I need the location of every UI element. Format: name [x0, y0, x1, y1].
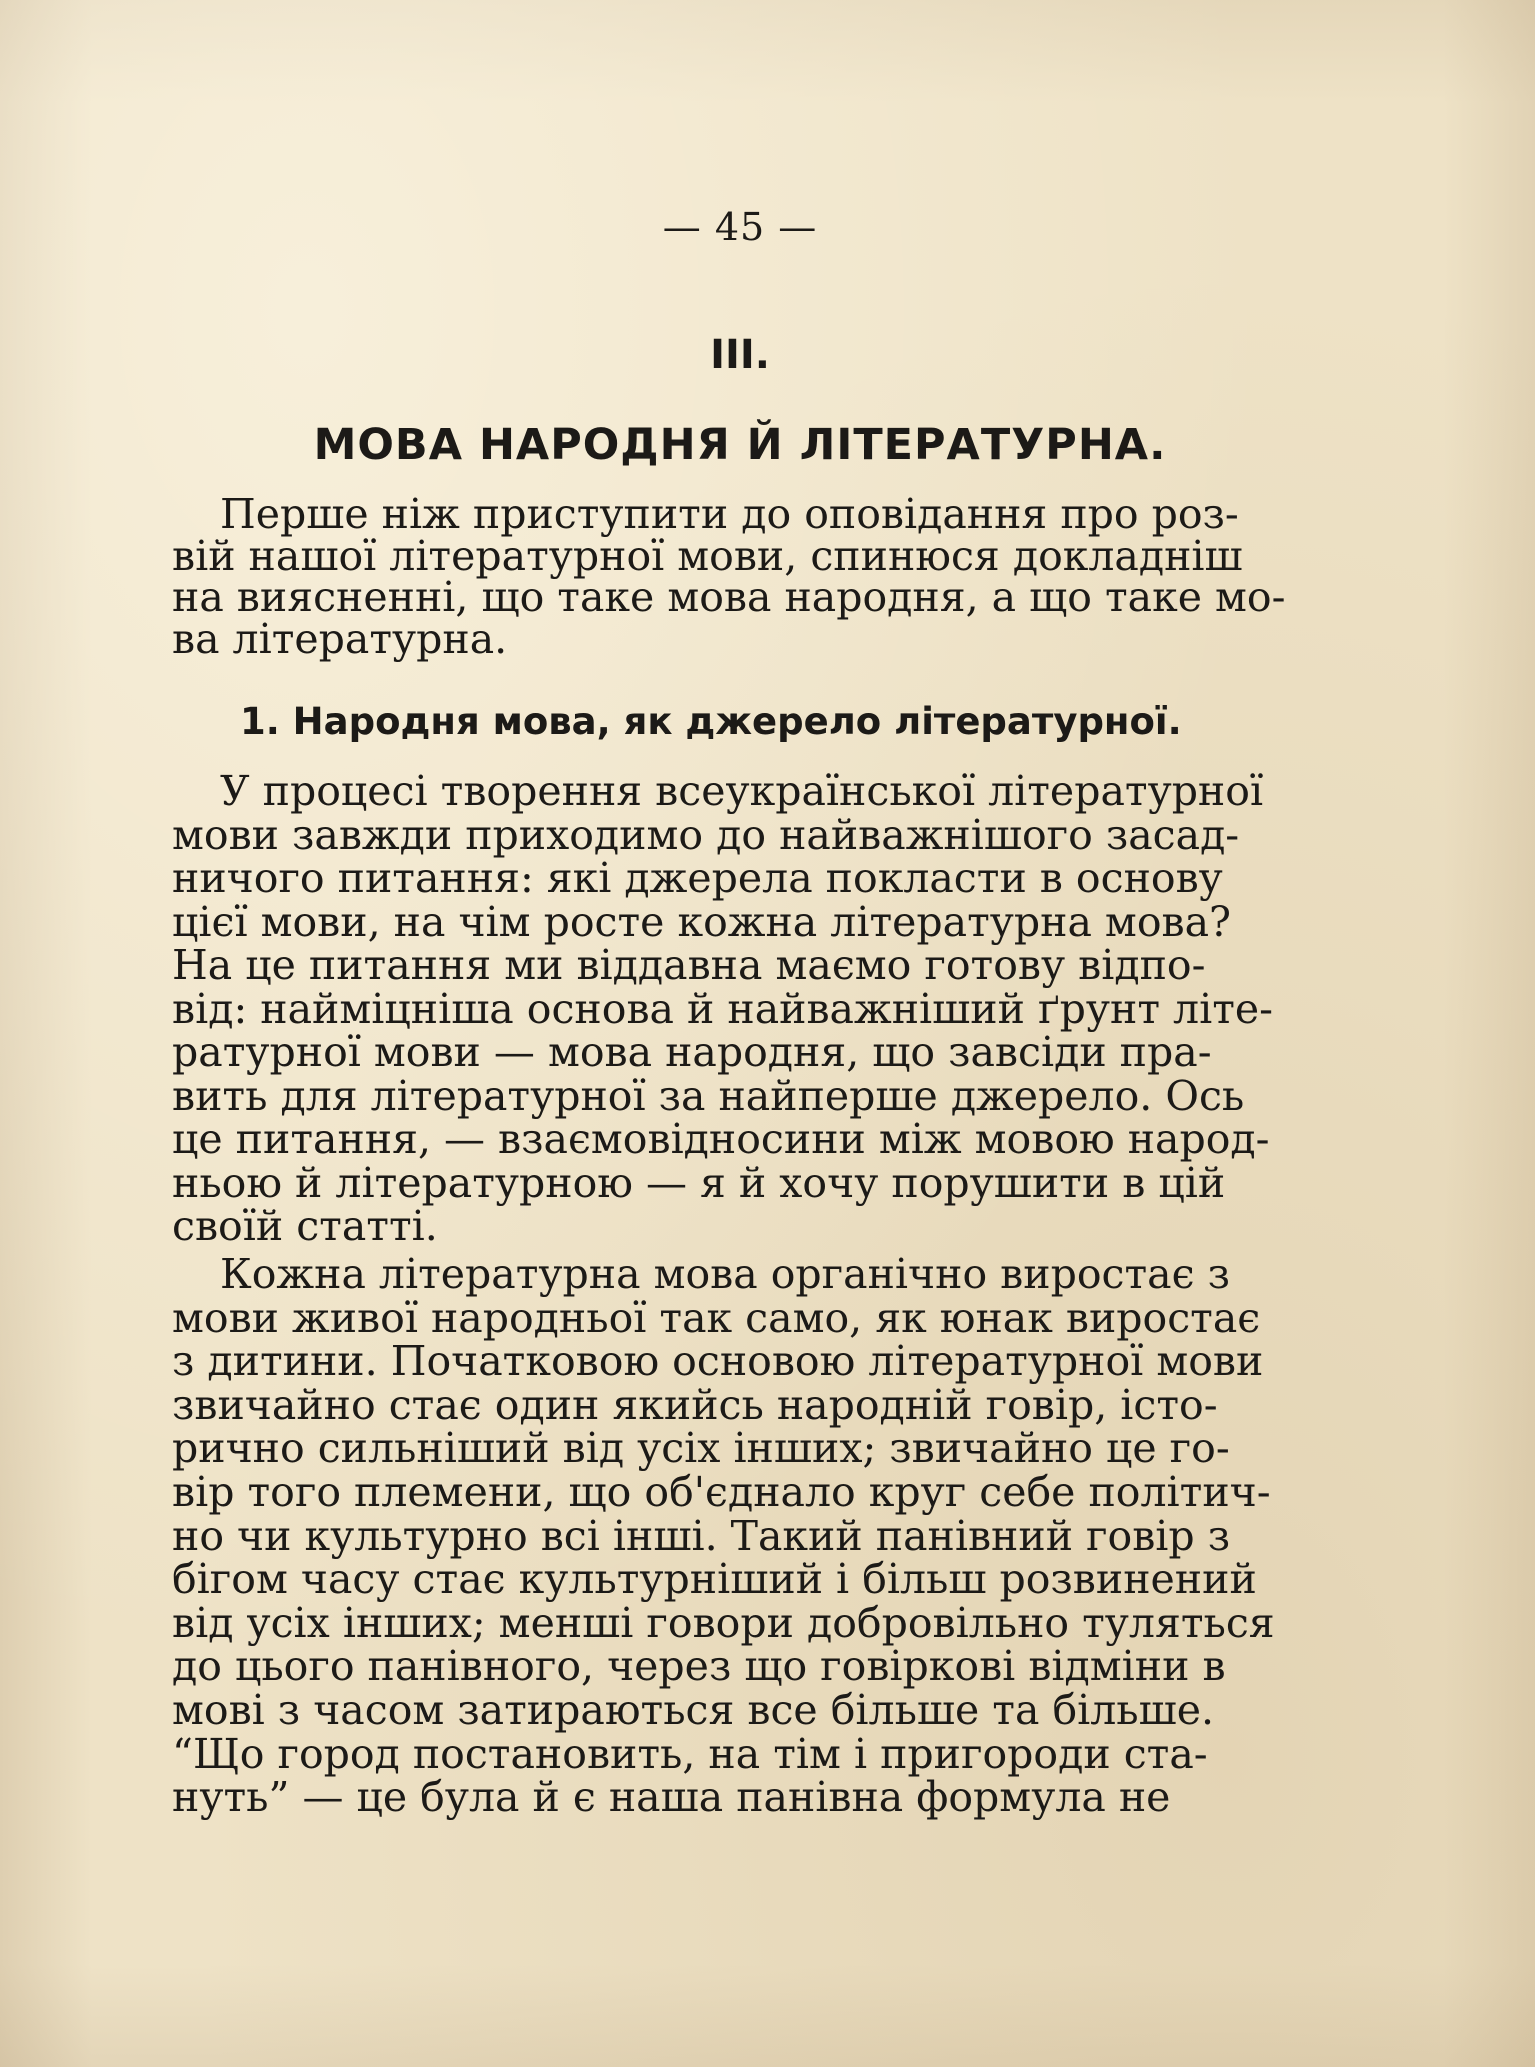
text-line: бігом часу стає культурніший і більш розвинений — [172, 1555, 1257, 1604]
intro-paragraph — [172, 490, 1352, 663]
text-line: цієї мови, на чім росте кожна літературна мова? — [172, 897, 1232, 946]
text-line: ва літературна. — [172, 614, 508, 663]
text-line: мови завжди приходимо до найважнішого засад- — [172, 810, 1240, 859]
text-line: звичайно стає один якийсь народній говір, істо- — [172, 1380, 1218, 1429]
body-paragraph-1 — [172, 767, 1352, 1250]
text-line: вір того племени, що об'єднало круг себе політич- — [172, 1467, 1271, 1516]
body-paragraph-2 — [172, 1250, 1352, 1822]
text-line: Перше ніж приступити до оповідання про роз- — [220, 490, 1239, 538]
chapter-title: МОВА НАРОДНЯ Й ЛІТЕРАТУРНА. — [313, 420, 1167, 470]
text-line: вій нашої літературної мови, спинюся докладніш — [172, 531, 1243, 580]
section-heading: 1. Народня мова, як джерело літературної. — [240, 700, 1182, 743]
text-line: На це питання ми віддавна маємо готову відпо- — [172, 941, 1206, 989]
text-line: мови живої народньої так само, як юнак виростає — [172, 1293, 1261, 1342]
text-line: У процесі творення всеукраїнської літературної — [220, 767, 1264, 815]
text-line: ничого питання: які джерела покласти в основу — [172, 854, 1223, 902]
text-line: нуть” — це була й є наша панівна формула не — [172, 1773, 1171, 1822]
page-number: — 45 — — [662, 205, 818, 249]
text-line: ратурної мови — мова народня, що завсіди пра- — [172, 1028, 1212, 1076]
section-numeral: III. — [710, 332, 770, 378]
text-line: на виясненні, що таке мова народня, а що таке мо- — [172, 573, 1286, 621]
text-line: вить для літературної за найперше джерело. Ось — [172, 1071, 1245, 1120]
text-line: мові з часом затираються все більше та більше. — [172, 1685, 1215, 1734]
text-line: з дитини. Початковою основою літературної мови — [172, 1337, 1264, 1386]
text-line: но чи культурно всі інші. Такий панівний говір з — [172, 1511, 1231, 1560]
text-line: до цього панівного, через що говіркові відміни в — [172, 1642, 1226, 1691]
text-line: рично сильніший від усіх інших; звичайно це го- — [172, 1424, 1230, 1473]
text-line: від усіх інших; менші говори добровільно туляться — [172, 1598, 1275, 1647]
text-line: це питання, — взаємовідносини між мовою народ- — [172, 1115, 1270, 1163]
text-line: ньою й літературною — я й хочу порушити в цій — [172, 1158, 1226, 1207]
text-line: Кожна літературна мова органічно виростає з — [220, 1250, 1230, 1298]
text-line: “Що город постановить, на тім і пригороди ста- — [172, 1729, 1208, 1778]
text-line: своїй статті. — [172, 1202, 438, 1250]
text-line: від: найміцніша основа й найважніший ґрунт літе- — [172, 984, 1273, 1033]
